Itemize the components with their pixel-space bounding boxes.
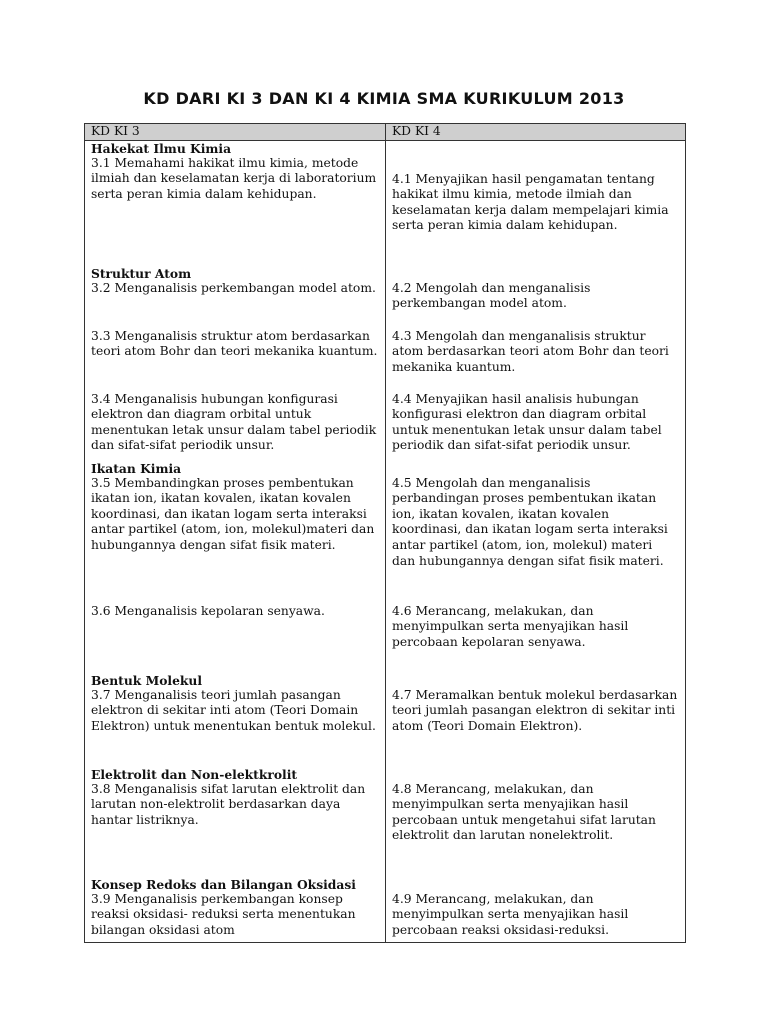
header-kd-ki3: KD KI 3 [85, 124, 386, 141]
kd-ki3-cell [85, 767, 386, 877]
kd-ki3-cell [85, 673, 386, 767]
kd-4-3: 4.3 Mengolah dan menganalisis struktur atom berdasarkan teori atom Bohr dan teori mekanika kuantum. [392, 328, 669, 374]
section-heading: Konsep Redoks dan Bilangan Oksidasi [91, 876, 356, 892]
kd-4-7: 4.7 Meramalkan bentuk molekul berdasarkan teori jumlah pasangan elektron di sekitar inti atom (Teori Domain Elektron). [392, 687, 678, 733]
header-kd-ki4: KD KI 4 [386, 124, 686, 141]
kd-3-2: 3.2 Menganalisis perkembangan model atom. [91, 280, 376, 295]
kd-ki3-cell [85, 266, 386, 461]
kd-ki4-cell [386, 461, 686, 673]
kd-ki4-cell [386, 266, 686, 461]
kd-4-4: 4.4 Menyajikan hasil analisis hubungan konfigurasi elektron dan diagram orbital untuk menentukan letak unsur dalam tabel periodik dan sifat-sifat periodik unsur. [392, 391, 662, 453]
section-heading: Ikatan Kimia [91, 460, 182, 476]
section-heading: Hakekat Ilmu Kimia [91, 140, 232, 156]
section-heading: Elektrolit dan Non-elektkrolit [91, 766, 298, 782]
kd-3-8: 3.8 Menganalisis sifat larutan elektrolit dan larutan non-elektrolit berdasarkan daya hantar listriknya. [91, 781, 366, 827]
table-row [85, 877, 686, 943]
table-row [85, 140, 686, 266]
section-heading: Struktur Atom [91, 265, 192, 281]
kd-ki4-cell [386, 673, 686, 767]
kd-ki4-cell [386, 767, 686, 877]
kd-4-6: 4.6 Merancang, melakukan, dan menyimpulkan serta menyajikan hasil percobaan kepolaran senyawa. [392, 603, 629, 649]
table-row [85, 266, 686, 461]
kd-3-7: 3.7 Menganalisis teori jumlah pasangan elektron di sekitar inti atom (Teori Domain Elektron) untuk menentukan bentuk molekul. [91, 687, 376, 733]
kd-table [84, 123, 686, 943]
kd-ki4-cell [386, 877, 686, 943]
kd-ki4-cell [386, 140, 686, 266]
kd-3-6: 3.6 Menganalisis kepolaran senyawa. [91, 603, 325, 618]
table-header-row [85, 124, 686, 141]
kd-3-3: 3.3 Menganalisis struktur atom berdasarkan teori atom Bohr dan teori mekanika kuantum. [91, 328, 378, 359]
kd-4-2: 4.2 Mengolah dan menganalisis perkembangan model atom. [392, 280, 591, 311]
table-row [85, 673, 686, 767]
kd-3-4: 3.4 Menganalisis hubungan konfigurasi elektron dan diagram orbital untuk menentukan letak unsur dalam tabel periodik dan sifat-sifat periodik unsur. [91, 391, 377, 453]
table-row [85, 461, 686, 673]
section-heading: Bentuk Molekul [91, 672, 203, 688]
kd-3-5: 3.5 Membandingkan proses pembentukan ikatan ion, ikatan kovalen, ikatan kovalen koordinasi, dan ikatan logam serta interaksi antar partikel (atom, ion, molekul)materi dan hubungannya dengan sifat fisik materi. [91, 475, 375, 552]
table-row [85, 767, 686, 877]
kd-ki3-cell [85, 461, 386, 673]
kd-4-5: 4.5 Mengolah dan menganalisis perbandingan proses pembentukan ikatan ion, ikatan kovalen, ikatan kovalen koordinasi, dan ikatan logam serta interaksi antar partikel (atom, ion, molekul) materi dan hubungannya dengan sifat fisik materi. [392, 475, 668, 568]
document-title: KD DARI KI 3 DAN KI 4 KIMIA SMA KURIKULUM 2013 [143, 89, 625, 108]
kd-4-1: 4.1 Menyajikan hasil pengamatan tentang hakikat ilmu kimia, metode ilmiah dan keselamatan kerja dalam mempelajari kimia serta peran kimia dalam kehidupan. [392, 171, 669, 233]
kd-4-9: 4.9 Merancang, melakukan, dan menyimpulkan serta menyajikan hasil percobaan reaksi oksidasi-reduksi. [392, 891, 629, 937]
kd-3-1: 3.1 Memahami hakikat ilmu kimia, metode ilmiah dan keselamatan kerja di laboratorium serta peran kimia dalam kehidupan. [91, 155, 377, 201]
kd-ki3-cell [85, 877, 386, 943]
kd-3-9: 3.9 Menganalisis perkembangan konsep reaksi oksidasi- reduksi serta menentukan bilangan oksidasi atom [91, 891, 356, 937]
kd-4-8: 4.8 Merancang, melakukan, dan menyimpulkan serta menyajikan hasil percobaan untuk mengetahui sifat larutan elektrolit dan larutan nonelektrolit. [392, 781, 656, 843]
kd-ki3-cell [85, 140, 386, 266]
